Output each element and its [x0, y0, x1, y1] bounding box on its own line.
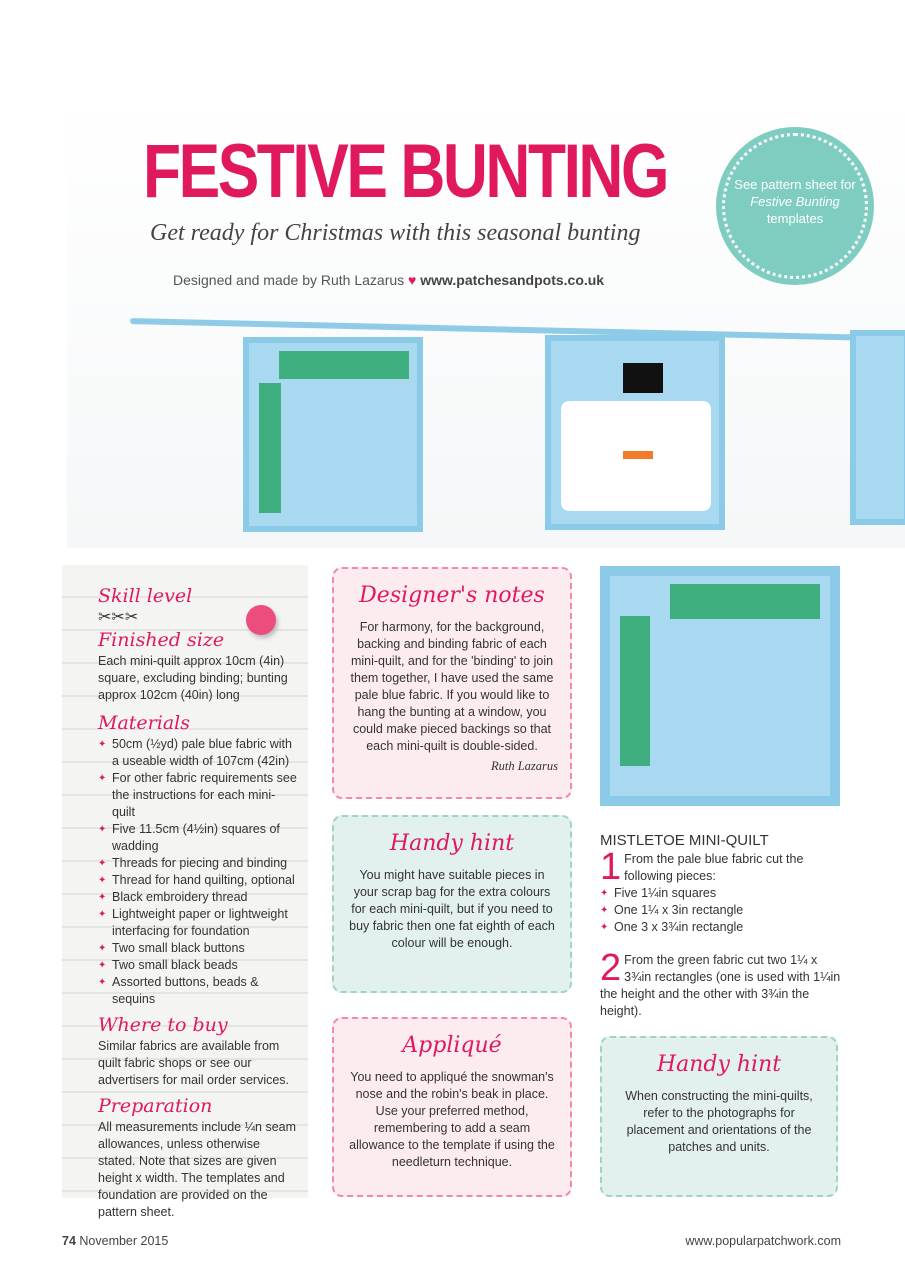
issue-date: November 2015: [79, 1234, 169, 1248]
size-heading: Finished size: [98, 629, 225, 651]
mistletoe-flag: [243, 337, 423, 532]
heart-icon: ♥: [408, 272, 417, 288]
list-item: ✦ 50cm (½yd) pale blue fabric with a useable width of 107cm (42in): [98, 736, 298, 770]
next-flag: [850, 330, 905, 525]
list-item: ✦ Two small black buttons: [98, 940, 298, 957]
list-item: ✦ Five 1¼in squares: [600, 885, 845, 902]
pushpin-icon: [246, 605, 276, 635]
designer-notes-box: [332, 567, 572, 799]
credit-url: www.patchesandpots.co.uk: [420, 272, 605, 288]
page-subtitle: Get ready for Christmas with this seasonal bunting: [150, 220, 641, 246]
list-item: ✦ Two small black beads: [98, 957, 298, 974]
credit-text: Designed and made by Ruth Lazarus: [173, 272, 405, 288]
signature: Ruth Lazarus: [490, 759, 558, 773]
handy-hint-box: [332, 815, 572, 993]
step-number: 2: [600, 947, 622, 989]
applique-box: [332, 1017, 572, 1197]
step-text: From the green fabric cut two 1¼ x 3¾in rectangles (one is used with 1¼in the height and the other with 3¾in the height).: [600, 953, 841, 1018]
step-number: 1: [600, 846, 622, 888]
hint-text: When constructing the mini-quilts, refer to the photographs for placement and orientations of the patches and units.: [625, 1089, 813, 1154]
list-item: ✦ One 1¼ x 3in rectangle: [600, 902, 845, 919]
mistletoe-heading: MISTLETOE MINI-QUILT: [600, 832, 769, 849]
prep-text: All measurements include ¼n seam allowances, unless otherwise stated. Note that sizes are given height x width. The templates and foundation are provided on the pattern sheet.: [98, 1120, 297, 1219]
list-item: ✦ Black embroidery thread: [98, 889, 298, 906]
list-item: ✦ One 3 x 3¾in rectangle: [600, 919, 845, 936]
footer-left: [62, 1234, 168, 1248]
credit: [173, 272, 604, 288]
designer-heading: Designer's notes: [359, 583, 545, 608]
list-item: ✦ Five 11.5cm (4½in) squares of wadding: [98, 821, 298, 855]
handy-hint-box-2: [600, 1036, 838, 1197]
info-card: [62, 565, 308, 1219]
hint-heading: Handy hint: [656, 1052, 782, 1077]
materials-heading: Materials: [98, 712, 190, 734]
list-item: ✦ Thread for hand quilting, optional: [98, 872, 298, 889]
hint-heading: Handy hint: [389, 831, 515, 856]
scissors-icon: ✂✂✂: [98, 609, 139, 626]
footer-url: www.popularpatchwork.com: [685, 1234, 841, 1248]
materials-list: [98, 736, 298, 1008]
list-item: ✦ Threads for piecing and binding: [98, 855, 298, 872]
applique-heading: Appliqué: [402, 1033, 502, 1058]
list-item: ✦ For other fabric requirements see the instructions for each mini-quilt: [98, 770, 298, 821]
skill-heading: Skill level: [98, 585, 193, 607]
mistletoe-steps: [600, 832, 845, 1020]
mistletoe-photo: [600, 566, 840, 806]
applique-text: You need to appliqué the snowman's nose and the robin's beak in place. Use your preferred method, remembering to add a seam allowance to the template if using the needleturn technique.: [349, 1070, 555, 1169]
prep-heading: Preparation: [98, 1095, 213, 1117]
step-text: From the pale blue fabric cut the following pieces:: [624, 852, 804, 883]
size-text: Each mini-quilt approx 10cm (4in) square, excluding binding; bunting approx 102cm (40in) long: [98, 654, 288, 702]
designer-text: For harmony, for the background, backing and binding fabric of each mini-quilt, and for the 'binding' to join them together, I have used the same pale blue fabric. If you would like to hang the bunting at a window, you could make pieced backings so that each mini-quilt is double-sided.: [350, 620, 554, 753]
list-item: ✦ Lightweight paper or lightweight interfacing for foundation: [98, 906, 298, 940]
page-title: FESTIVE BUNTING: [142, 129, 668, 214]
badge-italic: Festive Bunting: [750, 194, 840, 209]
page-number: 74: [62, 1234, 76, 1248]
buy-heading: Where to buy: [98, 1014, 228, 1036]
buy-text: Similar fabrics are available from quilt fabric shops or see our advertisers for mail order services.: [98, 1039, 290, 1087]
snowman-flag: [545, 335, 725, 530]
hint-text: You might have suitable pieces in your scrap bag for the extra colours for each mini-quilt, but if you need to buy fabric then one fat eighth of each colour will be enough.: [349, 868, 555, 950]
badge-text: See pattern sheet for: [734, 177, 856, 192]
pattern-sheet-badge: [722, 133, 868, 279]
badge-text-2: templates: [766, 211, 824, 226]
list-item: ✦ Assorted buttons, beads & sequins: [98, 974, 298, 1008]
